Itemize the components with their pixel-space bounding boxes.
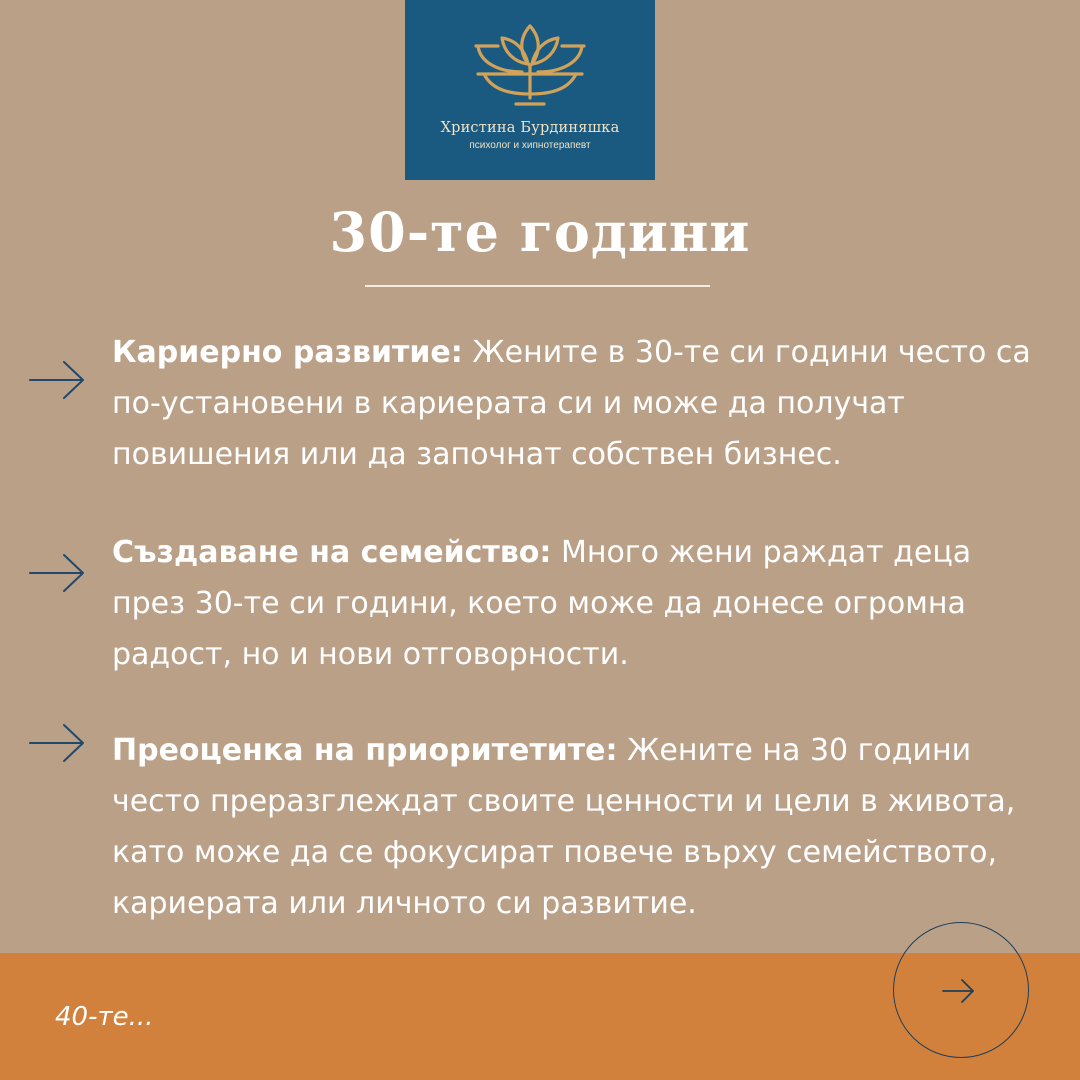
logo-name: Христина Бурдиняшка: [440, 120, 620, 136]
arrow-right-icon: [28, 360, 86, 400]
item-heading: Преоценка на приоритетите:: [112, 733, 618, 768]
item-heading: Създаване на семейство:: [112, 535, 552, 570]
item-text: Жените на 30 години често преразглеждат своите ценности и цели в живота, като може да се фокусират повече върху семейството, кариерата или личното си развитие.: [112, 733, 1016, 921]
arrow-right-icon: [942, 976, 976, 1006]
item-heading: Кариерно развитие:: [112, 335, 463, 370]
title-divider: [365, 285, 710, 287]
arrow-right-icon: [28, 723, 86, 763]
logo-subtitle: психолог и хипнотерапевт: [469, 140, 591, 151]
item-text: Жените в 30-те си години често са по-установени в кариерата си и може да получат повишения или да започнат собствен бизнес.: [112, 335, 1031, 472]
lotus-icon: [470, 20, 590, 112]
list-item: [112, 725, 1052, 929]
page-title: 30-те години: [329, 200, 751, 264]
logo: [405, 0, 655, 180]
list-item: [112, 527, 1052, 680]
list-item: [112, 327, 1052, 480]
arrow-right-icon: [28, 553, 86, 593]
next-slide-label: 40-те...: [55, 1002, 154, 1032]
item-text: Много жени раждат деца през 30-те си години, което може да донесе огромна радост, но и нови отговорности.: [112, 535, 972, 672]
next-slide-button[interactable]: [893, 922, 1029, 1058]
